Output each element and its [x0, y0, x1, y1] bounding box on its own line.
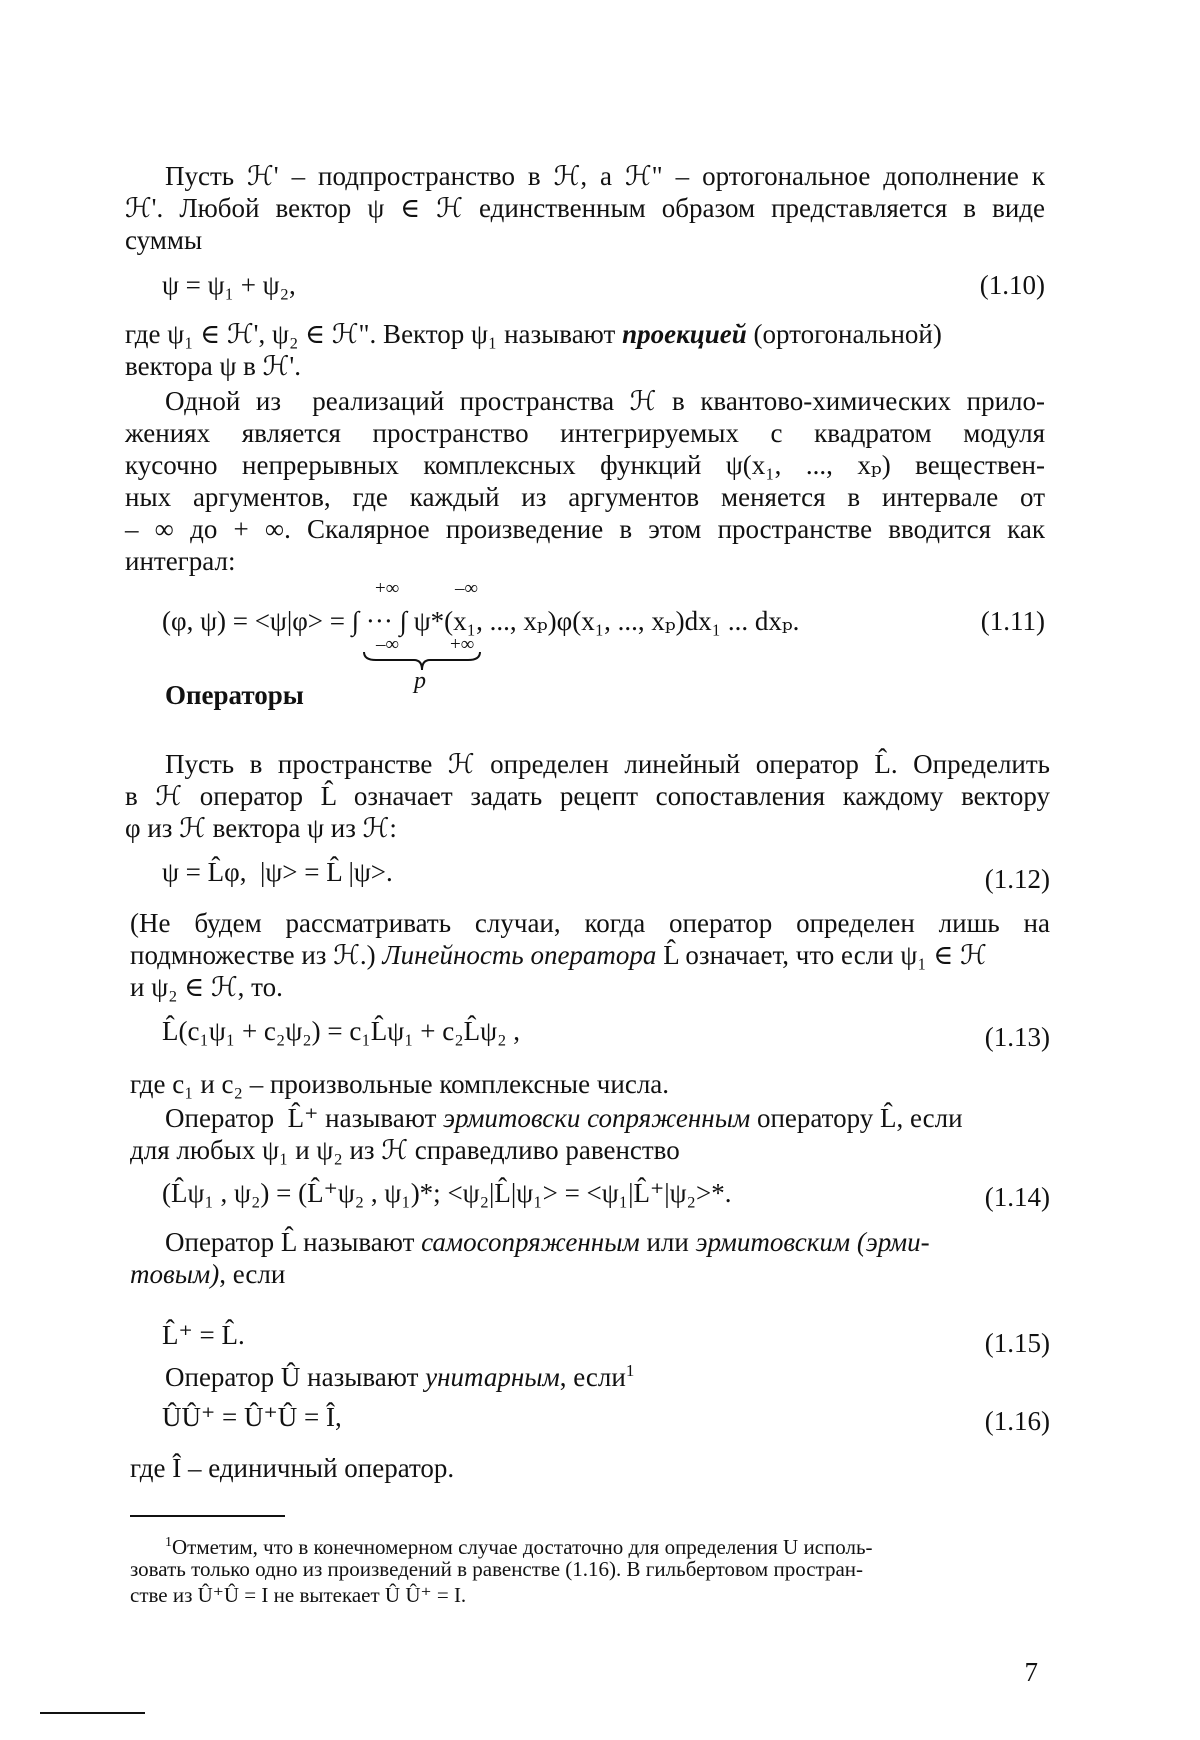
term-projection: проекцией: [622, 319, 747, 349]
brace-label: p: [414, 668, 426, 694]
paragraph-2-text: где ψ₁ ∈ ℋ', ψ₂ ∈ ℋ". Вектор ψ₁ называют: [125, 319, 623, 349]
paragraph-5-suffix: L̂ означает, что если ψ₁ ∈ ℋ: [656, 940, 987, 970]
equation-number-1-10: (1.10): [979, 270, 1045, 300]
page-number: 7: [1024, 1657, 1038, 1687]
paragraph-6: где c₁ и c₂ – произвольные комплексные числа.: [130, 1069, 670, 1099]
paragraph-5-line-3: и ψ₂ ∈ ℋ, то.: [130, 972, 283, 1002]
paragraph-8-line-2: [130, 1258, 285, 1290]
footnote-line-2: зовать только одно из произведений в равенстве (1.16). В гильбертовом простран-: [130, 1557, 864, 1581]
paragraph-3-line-2: жениях является пространство интегрируемых с квадратом модуля: [125, 418, 1045, 448]
integral-upper-limit-2: –∞: [455, 578, 479, 599]
equation-1-14: (L̂ψ₁ , ψ₂) = (L̂⁺ψ₂ , ψ₁)*; <ψ₂|L̂|ψ₁> = <ψ₁|L̂⁺|ψ₂>*.: [162, 1178, 732, 1208]
term-hermitian-conjugate: эрмитовски сопряженным: [443, 1103, 751, 1133]
equation-number-1-13: (1.13): [984, 1022, 1050, 1052]
equation-1-13: L̂(c₁ψ₁ + c₂ψ₂) = c₁L̂ψ₁ + c₂L̂ψ₂ ,: [162, 1016, 520, 1046]
footnote-line-3: стве из Û⁺Û = I не вытекает Û Û⁺ = I.: [130, 1583, 467, 1607]
paragraph-9-suffix: , если: [559, 1362, 626, 1392]
equation-1-15: L̂⁺ = L̂.: [162, 1320, 245, 1350]
equation-number-1-14: (1.14): [984, 1182, 1050, 1212]
footnote-mark: 1: [165, 1535, 172, 1550]
paragraph-3-line-1: Одной из реализаций пространства ℋ в квантово-химических прило-: [165, 386, 1045, 416]
equation-number-1-11: (1.11): [980, 606, 1045, 636]
paragraph-3-line-3: кусочно непрерывных комплексных функций ψ(x₁, ..., xₚ) веществен-: [125, 450, 1045, 480]
footnote-text-1: Отметим, что в конечномерном случае достаточно для определения U исполь-: [172, 1535, 873, 1559]
paragraph-5-text: подмножестве из ℋ.): [130, 940, 383, 970]
equation-number-1-15: (1.15): [984, 1328, 1050, 1358]
paragraph-8-line-1: [165, 1226, 1050, 1258]
paragraph-4-line-2: в ℋ оператор L̂ означает задать рецепт сопоставления каждому вектору: [125, 781, 1050, 811]
equation-1-11: (φ, ψ) = <ψ|φ> = ∫ ··· ∫ ψ*(x₁, ..., xₚ)φ(x₁, ..., xₚ)dx₁ ... dxₚ.: [162, 606, 800, 636]
paragraph-1-line-2: ℋ'. Любой вектор ψ ∈ ℋ единственным образом представляется в виде: [125, 193, 1045, 223]
paragraph-2-line-1: [125, 318, 1045, 350]
paragraph-5-line-2: [130, 939, 1050, 971]
integral-lower-limit-2: +∞: [450, 634, 475, 655]
term-hermitian-cont: товым): [130, 1259, 220, 1289]
integral-lower-limit-1: –∞: [376, 634, 400, 655]
equation-1-12: ψ = L̂φ, |ψ> = L̂ |ψ>.: [162, 857, 393, 887]
footnote-rule: [130, 1515, 285, 1517]
paragraph-4-line-1: Пусть в пространстве ℋ определен линейный оператор L̂. Определить: [165, 749, 1050, 779]
equation-1-16: ÛÛ⁺ = Û⁺Û = Î,: [162, 1402, 342, 1432]
paragraph-7-text: Оператор L̂⁺ называют: [165, 1103, 444, 1133]
paragraph-3-line-4: ных аргументов, где каждый из аргументов меняется в интервале от: [125, 482, 1045, 512]
paragraph-4-line-3: φ из ℋ вектора ψ из ℋ:: [125, 813, 397, 843]
footnote-reference[interactable]: 1: [625, 1361, 635, 1380]
paragraph-10: где Î – единичный оператор.: [130, 1453, 455, 1483]
integral-upper-limit-1: +∞: [375, 578, 400, 599]
paragraph-1-line-3: суммы: [125, 225, 203, 255]
paragraph-8-or: или: [639, 1227, 696, 1257]
paragraph-7-line-2: для любых ψ₁ и ψ₂ из ℋ справедливо равенство: [130, 1135, 680, 1165]
term-linearity: Линейность оператора: [382, 940, 657, 970]
paragraph-9-text: Оператор Û называют: [165, 1362, 426, 1392]
term-hermitian: эрмитовским (эрми-: [695, 1227, 930, 1257]
paragraph-8-text: Оператор L̂ называют: [165, 1227, 422, 1257]
equation-1-10: ψ = ψ₁ + ψ₂,: [162, 270, 296, 300]
term-self-adjoint: самосопряженным: [421, 1227, 640, 1257]
paragraph-1-line-1: Пусть ℋ' – подпространство в ℋ, а ℋ" – ортогональное дополнение к: [165, 161, 1045, 191]
section-heading: Операторы: [165, 680, 304, 710]
paragraph-7-line-1: [165, 1102, 1050, 1134]
paragraph-2-suffix: (ортогональной): [746, 319, 942, 349]
scan-edge-mark: [40, 1712, 145, 1714]
paragraph-5-line-1: (Не будем рассматривать случаи, когда оператор определен лишь на: [130, 908, 1050, 938]
term-unitary: унитарным: [425, 1362, 560, 1392]
paragraph-3-line-6: интеграл:: [125, 546, 236, 576]
paragraph-8-suffix: , если: [219, 1259, 286, 1289]
equation-number-1-12: (1.12): [984, 864, 1050, 894]
paragraph-7-suffix: оператору L̂, если: [750, 1103, 963, 1133]
paragraph-3-line-5: – ∞ до + ∞. Скалярное произведение в этом пространстве вводится как: [125, 514, 1045, 544]
paragraph-9: [165, 1355, 634, 1393]
equation-number-1-16: (1.16): [984, 1406, 1050, 1436]
paragraph-2-line-2: вектора ψ в ℋ'.: [125, 351, 301, 381]
